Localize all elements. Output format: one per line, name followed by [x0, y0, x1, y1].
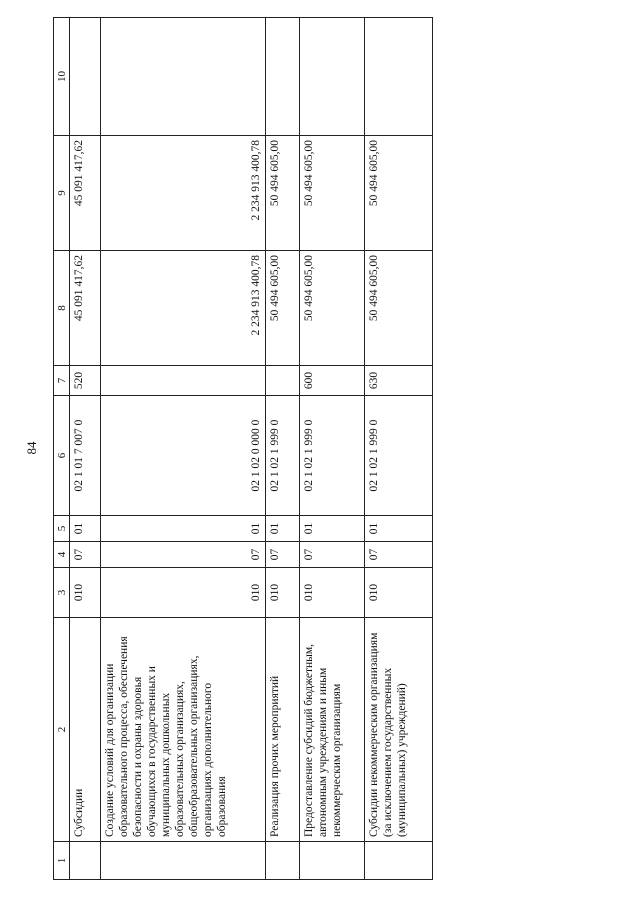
row-kind: 630	[365, 366, 433, 396]
row-number-cell	[266, 842, 300, 880]
page-number: 84	[24, 441, 39, 455]
row-kind	[266, 366, 300, 396]
row-amount1: 50 494 605,00	[365, 251, 433, 366]
row-section: 07	[365, 542, 433, 568]
row-subsection: 01	[101, 516, 266, 542]
row-target: 02 1 02 0 000 0	[101, 396, 266, 516]
row-subsection: 01	[365, 516, 433, 542]
row-name: Субсидии	[70, 618, 101, 842]
header-row	[54, 18, 70, 880]
row-code: 010	[70, 568, 101, 618]
row-kind: 600	[300, 366, 365, 396]
table-row	[101, 18, 266, 880]
row-code: 010	[300, 568, 365, 618]
header-cell: 8	[54, 251, 70, 366]
row-amount2: 45 091 417,62	[70, 136, 101, 251]
row-note	[101, 18, 266, 136]
row-number-cell	[101, 842, 266, 880]
row-kind: 520	[70, 366, 101, 396]
row-code: 010	[266, 568, 300, 618]
table-row	[266, 18, 300, 880]
row-note	[365, 18, 433, 136]
row-section: 07	[266, 542, 300, 568]
table-row	[300, 18, 365, 880]
row-subsection: 01	[70, 516, 101, 542]
row-code: 010	[101, 568, 266, 618]
row-amount2: 50 494 605,00	[300, 136, 365, 251]
row-note	[70, 18, 101, 136]
row-target: 02 1 02 1 999 0	[300, 396, 365, 516]
header-cell: 3	[54, 568, 70, 618]
row-kind	[101, 366, 266, 396]
header-cell: 7	[54, 366, 70, 396]
row-target: 02 1 01 7 007 0	[70, 396, 101, 516]
row-name: Предоставление субсидий бюджетным, автономным учреждениям и иным некоммерческим организациям	[300, 618, 365, 842]
header-cell: 2	[54, 618, 70, 842]
row-subsection: 01	[266, 516, 300, 542]
row-code: 010	[365, 568, 433, 618]
row-amount1: 45 091 417,62	[70, 251, 101, 366]
row-amount1: 50 494 605,00	[300, 251, 365, 366]
row-target: 02 1 02 1 999 0	[266, 396, 300, 516]
row-section: 07	[70, 542, 101, 568]
header-cell: 4	[54, 542, 70, 568]
row-target: 02 1 02 1 999 0	[365, 396, 433, 516]
header-cell: 1	[54, 842, 70, 880]
row-amount2: 50 494 605,00	[365, 136, 433, 251]
table-row	[365, 18, 433, 880]
row-name: Создание условий для организации образовательного процесса, обеспечения безопасности и охраны здоровья обучающихся в государственных и муниципальных дошкольных образовательных организациях, общеобразовательных организациях, организациях дополнительного образования	[101, 618, 266, 842]
row-note	[266, 18, 300, 136]
row-amount2: 50 494 605,00	[266, 136, 300, 251]
row-name: Реализация прочих мероприятий	[266, 618, 300, 842]
row-number-cell	[300, 842, 365, 880]
budget-table	[53, 17, 433, 880]
rotated-table-wrapper	[53, 18, 433, 880]
row-section: 07	[300, 542, 365, 568]
header-cell: 5	[54, 516, 70, 542]
header-cell: 9	[54, 136, 70, 251]
row-section: 07	[101, 542, 266, 568]
row-subsection: 01	[300, 516, 365, 542]
row-note	[300, 18, 365, 136]
header-cell: 6	[54, 396, 70, 516]
row-name: Субсидии некоммерческим организациям (за исключением государственных (муниципальных) учреждений)	[365, 618, 433, 842]
row-number-cell	[365, 842, 433, 880]
row-amount2: 2 234 913 400,78	[101, 136, 266, 251]
row-amount1: 2 234 913 400,78	[101, 251, 266, 366]
row-amount1: 50 494 605,00	[266, 251, 300, 366]
header-cell: 10	[54, 18, 70, 136]
row-number-cell	[70, 842, 101, 880]
table-row	[70, 18, 101, 880]
